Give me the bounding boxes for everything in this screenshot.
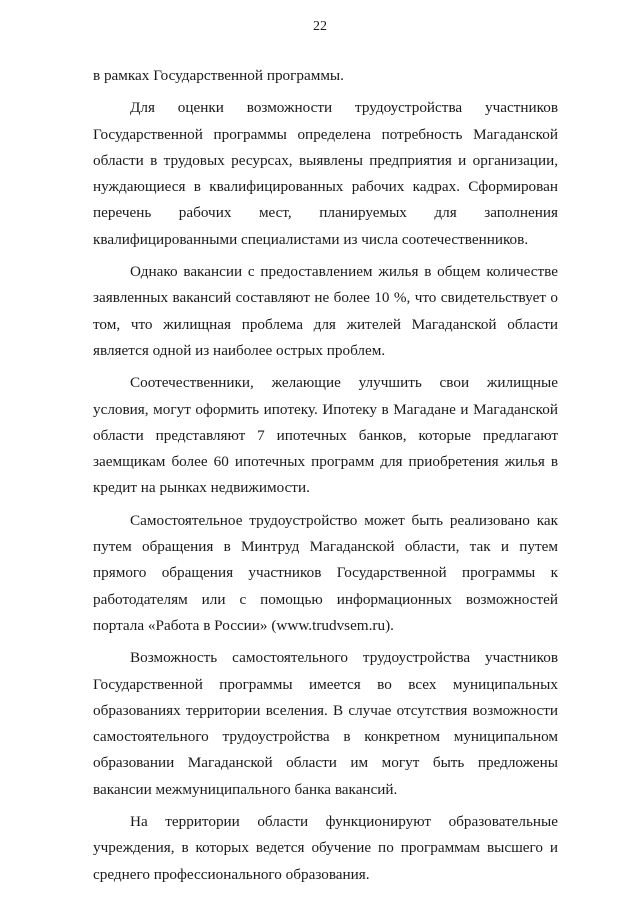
paragraph-continuation: в рамках Государственной программы.	[93, 67, 344, 84]
paragraph-education: На территории области функционируют образовательные учреждения, в которых ведется обучение по программам высшего и среднего профессионального образования.	[93, 813, 558, 883]
page-number: 22	[313, 19, 327, 34]
paragraph-municipal-opportunities: Возможность самостоятельного трудоустройства участников Государственной программы имеется во всех муниципальных образованиях территории вселения. В случае отсутствия возможности самостоятельного трудоустройства в конкретном муниципальном образовании Магаданской области им могут быть предложены вакансии межмуниципального банка вакансий.	[93, 649, 558, 798]
paragraph-employment-assessment: Для оценки возможности трудоустройства участников Государственной программы определена потребность Магаданской области в трудовых ресурсах, выявлены предприятия и организации, нуждающиеся в квалифицированных рабочих кадрах. Сформирован перечень рабочих мест, планируемых для заполнения квалифицированными специалистами из числа соотечественников.	[93, 99, 558, 248]
paragraph-housing-vacancies: Однако вакансии с предоставлением жилья в общем количестве заявленных вакансий составляют не более 10 %, что свидетельствует о том, что жилищная проблема для жителей Магаданской области является одной из наиболее острых проблем.	[93, 263, 558, 359]
paragraph-self-employment: Самостоятельное трудоустройство может быть реализовано как путем обращения в Минтруд Магаданской области, так и путем прямого обращения участников Государственной программы к работодателям или с помощью информационных возможностей портала «Работа в России» (www.trudvsem.ru).	[93, 511, 558, 634]
document-body	[93, 63, 558, 888]
paragraph-mortgage: Соотечественники, желающие улучшить свои жилищные условия, могут оформить ипотеку. Ипотеку в Магадане и Магаданской области представляют 7 ипотечных банков, которые предлагают заемщикам более 60 ипотечных программ для приобретения жилья в кредит на рынках недвижимости.	[93, 374, 558, 497]
